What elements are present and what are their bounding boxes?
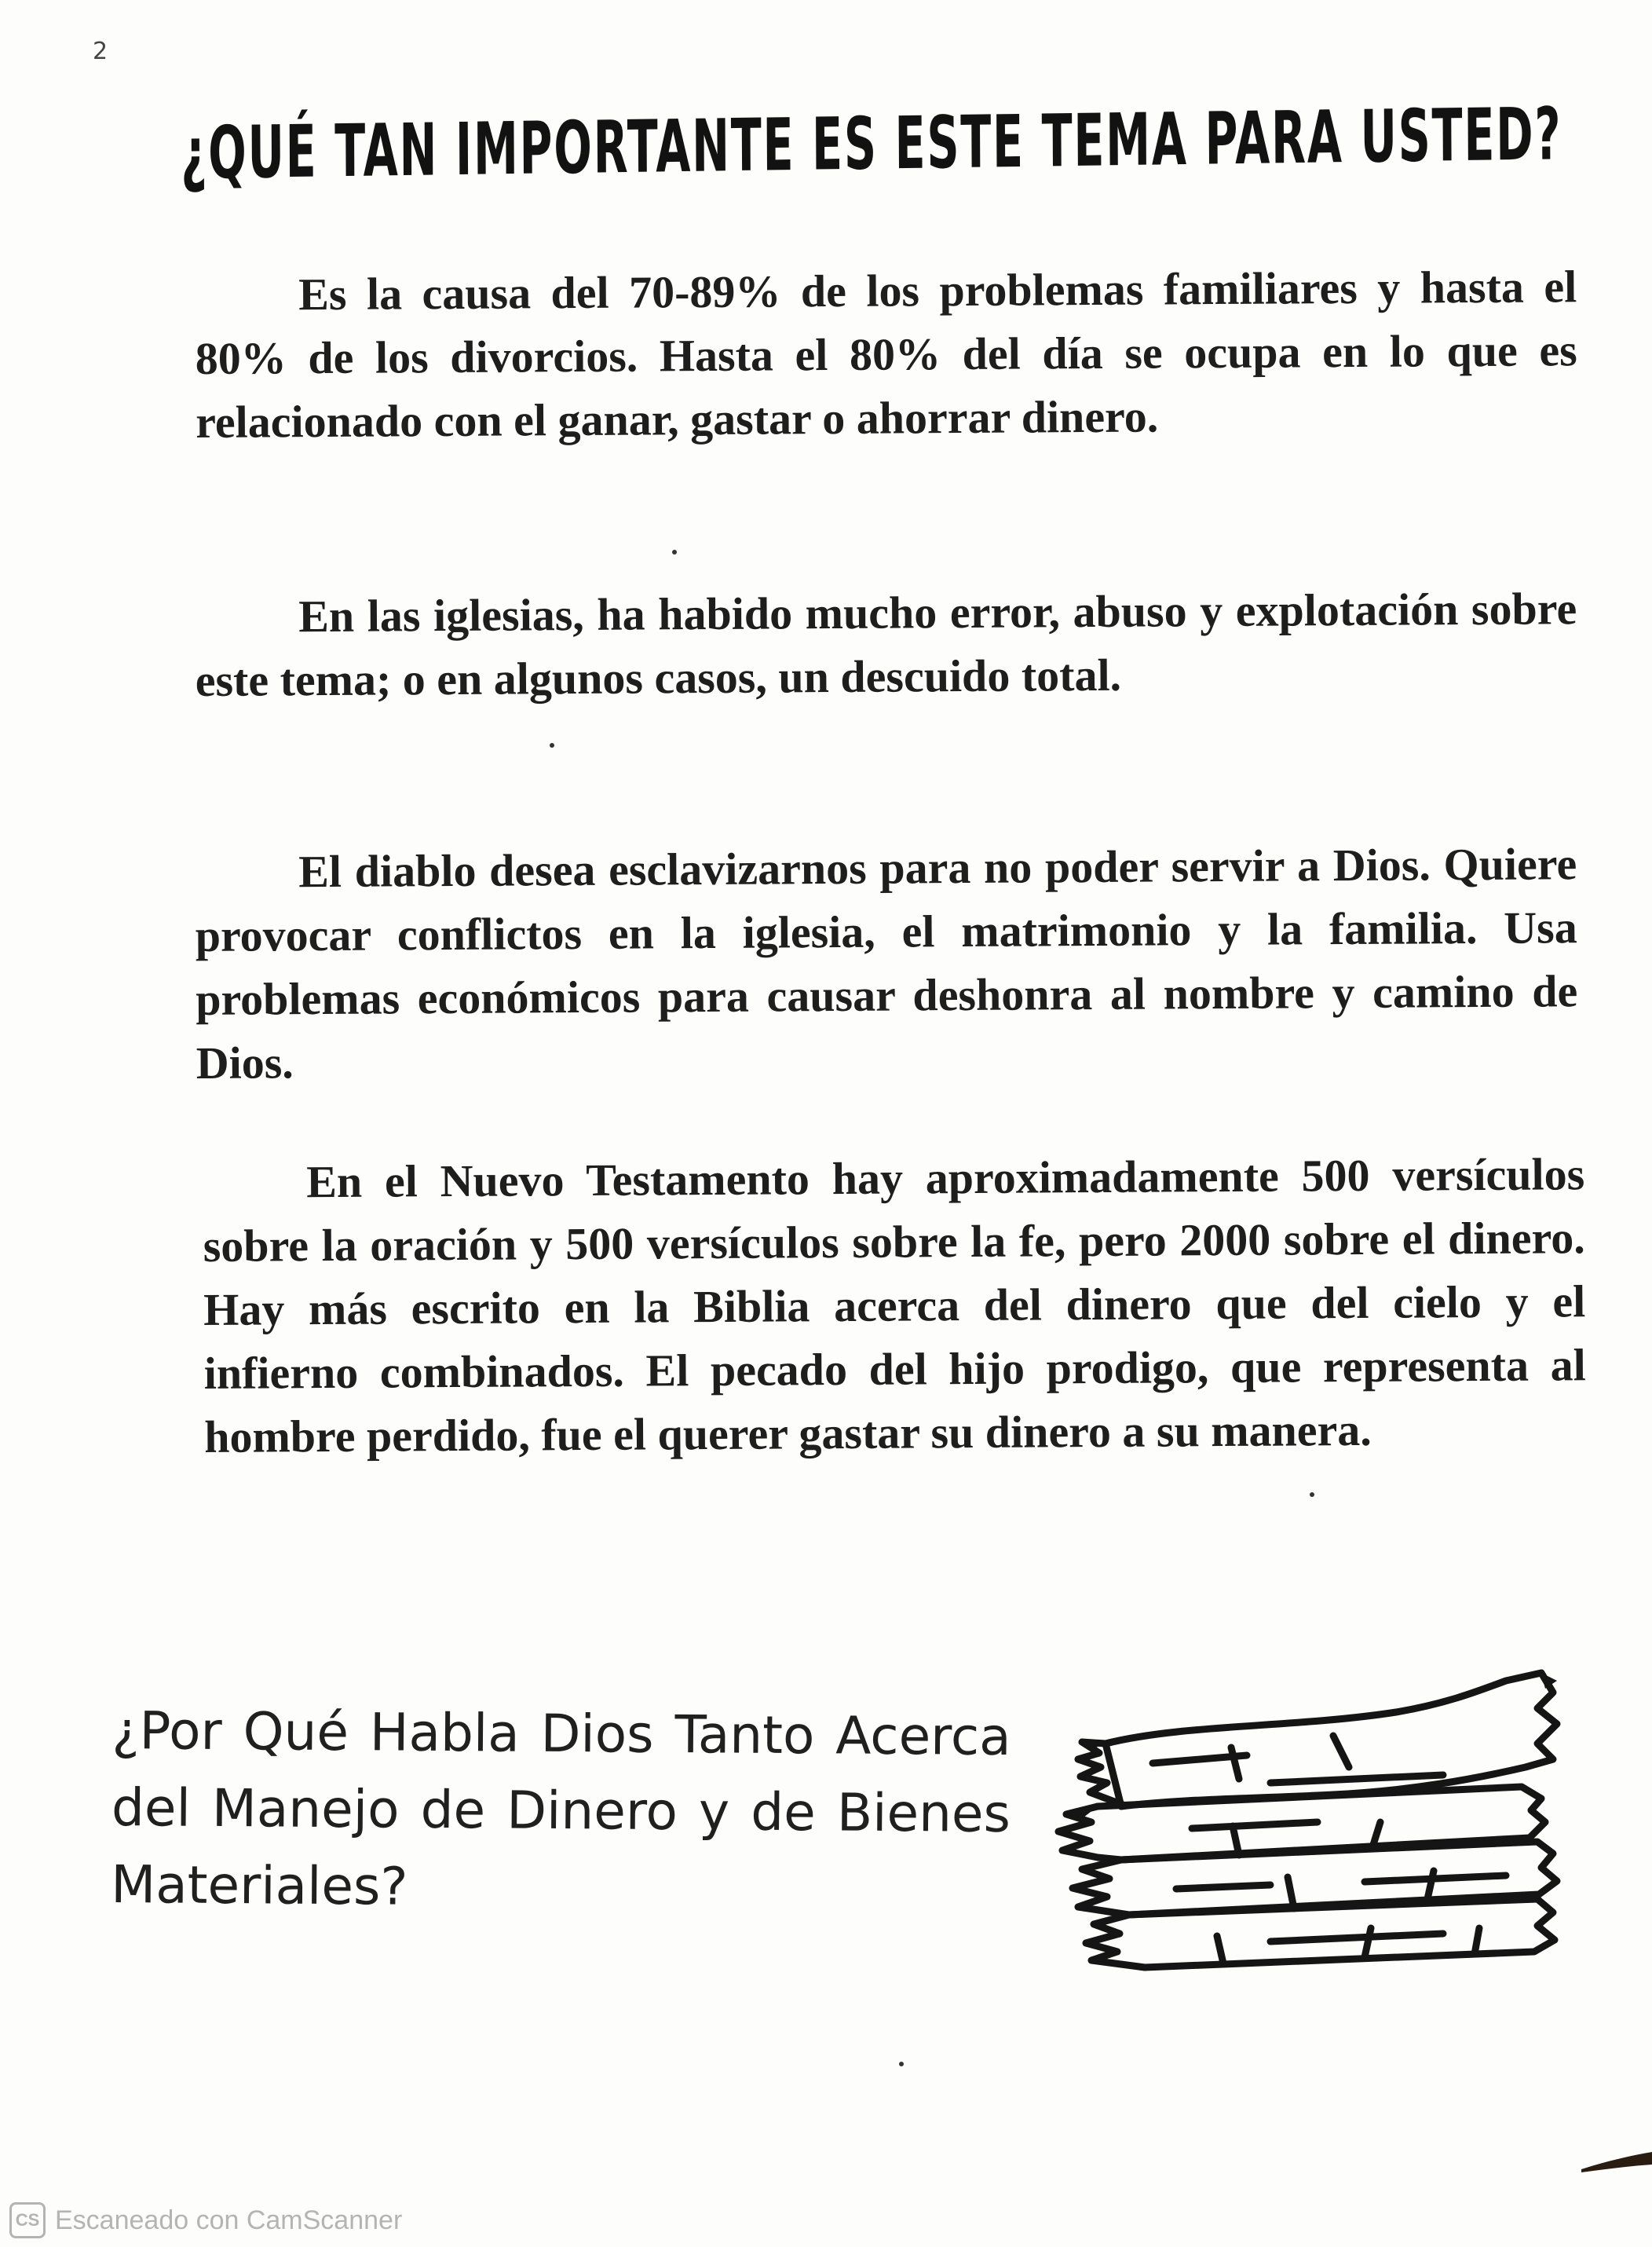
paragraph-devil: El diablo desea esclavizarnos para no poder servir a Dios. Quiere provocar conflictos en la iglesia, el matrimonio y la familia. Usa problemas económicos para causar deshonra al nombre y camino de Dios. (195, 838, 1578, 1089)
speck (550, 743, 554, 748)
section-subheading: ¿Por Qué Habla Dios Tanto Acerca del Manejo de Dinero y de Bienes Materiales? (111, 1700, 1011, 1917)
watermark-text: Escaneado con CamScanner (55, 2205, 403, 2235)
speck (672, 550, 677, 554)
page-number: 2 (93, 38, 108, 65)
scan-corner-mark (1581, 2146, 1652, 2177)
speck (1310, 1492, 1314, 1497)
paragraph-new-testament: En el Nuevo Testamento hay aproximadamente 500 versículos sobre la oración y 500 versículos sobre la fe, pero 2000 sobre el dinero. Hay más escrito en la Biblia acerca del dinero que del cielo y el infierno combinados. El pecado del hijo prodigo, que representa al hombre perdido, fue el querer gastar su dinero a su manera. (203, 1148, 1586, 1462)
money-stack-icon (1035, 1649, 1569, 1979)
speck (899, 2062, 904, 2066)
page-title: ¿QUÉ TAN IMPORTANTE ES ESTE TEMA PARA USTED? (180, 92, 1562, 196)
paragraph-churches: En las iglesias, ha habido mucho error, abuso y explotación sobre este tema; o en algunos casos, un descuido total. (195, 583, 1577, 706)
paragraph-family-problems: Es la causa del 70-89% de los problemas familiares y hasta el 80% de los divorcios. Hasta el 80% del día se ocupa en lo que es relacionado con el ganar, gastar o ahorrar dinero. (195, 261, 1577, 448)
scanner-watermark (9, 2201, 402, 2240)
camscanner-logo-icon: CS (9, 2202, 46, 2238)
